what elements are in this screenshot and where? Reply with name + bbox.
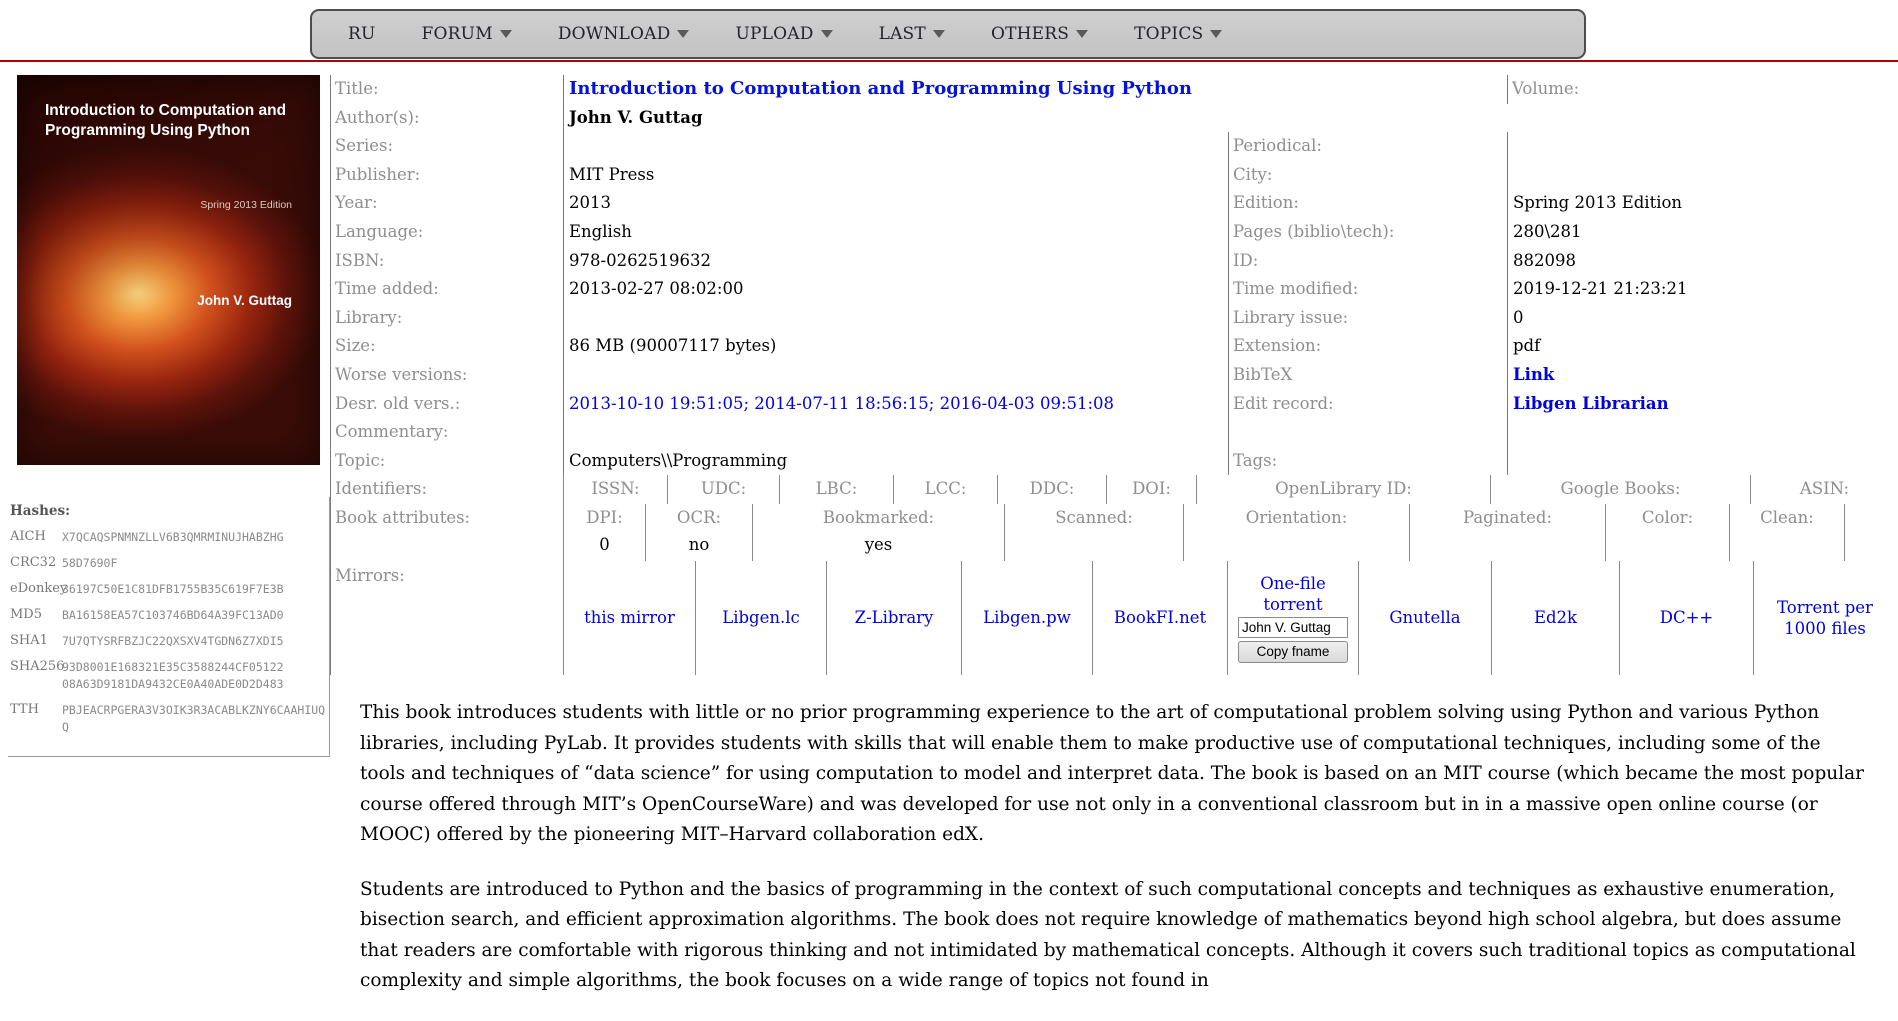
field-label — [1228, 418, 1507, 447]
book-attributes-label: Book attributes: — [330, 504, 563, 561]
field-label: Language: — [330, 218, 563, 247]
author-label: Author(s): — [330, 104, 563, 133]
nav-item-topics[interactable] — [1134, 24, 1222, 44]
field-value: English — [563, 218, 1228, 247]
field-value: 978-0262519632 — [563, 247, 1228, 276]
hash-row — [8, 529, 329, 546]
identifier-lbc-label: LBC: — [779, 475, 893, 504]
torrent-filename-input[interactable] — [1238, 617, 1348, 638]
attribute-value: 0 — [599, 534, 610, 554]
field-label: Desr. old vers.: — [330, 390, 563, 419]
description-paragraph: Students are introduced to Python and the basics of programming in the context of such computational concepts and techniques as exhaustive enumeration, bisection search, and efficient approximation algorithms. The book does not require knowledge of mathematics beyond high school algebra, but does assume that readers are comfortable with rigorous thinking and not intimidated by mathematical concepts. Although it covers such traditional topics as computational complexity and simple algorithms, the book focuses on a wide range of topics not found in — [360, 878, 1856, 991]
attribute-orientation — [1183, 504, 1409, 561]
identifier-ddc-label: DDC: — [997, 475, 1106, 504]
description-paragraph: This book introduces students with little or no prior programming experience to the art of computational problem solving using Python and various Python libraries, including PyLab. It provides students with skills that will enable them to make productive use of computational techniques, including some of the tools and techniques of “data science” for using computation to model and interpret data. The book is based on an MIT course (which became the most popular course offered through MIT’s OpenCourseWare) and was developed for use not only in a conventional classroom but in in a massive open online course (or MOOC) offered by the pioneering MIT–Harvard collaboration edX. — [360, 702, 1864, 845]
author-value: John V. Guttag — [563, 104, 1898, 133]
field-label: Topic: — [330, 447, 563, 476]
cover-title: Introduction to Computation and Programming Using Python — [45, 102, 287, 139]
hash-name: AICH — [10, 529, 46, 544]
attribute-label: Scanned: — [1055, 507, 1133, 527]
chevron-down-icon — [1076, 30, 1088, 38]
field-value: pdf — [1507, 332, 1898, 361]
field-label: City: — [1228, 161, 1507, 190]
book-cover-image — [17, 75, 320, 465]
field-label: Year: — [330, 189, 563, 218]
info-row-publisher — [330, 161, 1898, 190]
hash-name: CRC32 — [10, 555, 57, 570]
mirror-link-this-mirror[interactable]: this mirror — [584, 608, 675, 628]
identifiers-label: Identifiers: — [330, 475, 563, 504]
top-navbar — [310, 9, 1586, 59]
field-value: 280\281 — [1507, 218, 1898, 247]
field-label: Extension: — [1228, 332, 1507, 361]
author-row — [330, 104, 1898, 133]
edit-record-link[interactable]: Libgen Librarian — [1513, 393, 1669, 413]
field-value — [1507, 132, 1898, 161]
field-value: 86 MB (90007117 bytes) — [563, 332, 1228, 361]
field-value — [563, 418, 1228, 447]
title-label: Title: — [330, 75, 563, 104]
identifier-lcc-label: LCC: — [893, 475, 997, 504]
field-value — [1507, 447, 1898, 476]
identifier-udc-label: UDC: — [667, 475, 779, 504]
info-row-series — [330, 132, 1898, 161]
hash-row — [8, 633, 329, 650]
mirror-link-ed2k[interactable]: Ed2k — [1533, 608, 1578, 628]
info-row-topic — [330, 447, 1898, 476]
field-label: Edition: — [1228, 189, 1507, 218]
one-file-torrent-link[interactable]: One-file torrent — [1260, 573, 1326, 614]
nav-label: TOPICS — [1134, 24, 1204, 44]
field-label: Publisher: — [330, 161, 563, 190]
hash-value: PBJEACRPGERA3V3OIK3R3ACABLKZNY6CAAHIUQQ — [62, 703, 326, 734]
attribute-value: no — [688, 534, 710, 554]
chevron-down-icon — [1210, 30, 1222, 38]
mirror-link-z-library[interactable]: Z-Library — [854, 608, 934, 628]
torrent-cell — [1227, 561, 1358, 675]
mirrors-row — [330, 561, 1898, 675]
mirrors-label: Mirrors: — [330, 561, 563, 675]
nav-item-upload[interactable] — [735, 24, 832, 44]
field-label: Worse versions: — [330, 361, 563, 390]
info-row-old-versions — [330, 390, 1898, 419]
attribute-paginated — [1409, 504, 1605, 561]
chevron-down-icon — [677, 30, 689, 38]
nav-label: DOWNLOAD — [557, 24, 671, 44]
info-row-worse-versions — [330, 361, 1898, 390]
field-value — [563, 361, 1228, 390]
attribute-label: DPI: — [586, 507, 623, 527]
identifier-issn-label: ISSN: — [563, 475, 667, 504]
field-label: Periodical: — [1228, 132, 1507, 161]
field-label: Library issue: — [1228, 304, 1507, 333]
attribute-spacer — [1844, 504, 1898, 561]
hash-row — [8, 659, 329, 693]
field-value — [563, 304, 1228, 333]
cover-author: John V. Guttag — [197, 293, 292, 308]
identifier-asin-label: ASIN: — [1750, 475, 1898, 504]
field-label: Time modified: — [1228, 275, 1507, 304]
field-value — [1507, 161, 1898, 190]
bibtex-link[interactable]: Link — [1513, 364, 1555, 384]
info-row-time — [330, 275, 1898, 304]
hash-row — [8, 555, 329, 572]
chevron-down-icon — [500, 30, 512, 38]
book-title-link[interactable]: Introduction to Computation and Programming Using Python — [569, 78, 1192, 99]
chevron-down-icon — [933, 30, 945, 38]
info-row-language — [330, 218, 1898, 247]
attribute-label: Bookmarked: — [822, 507, 935, 527]
hash-name: MD5 — [10, 607, 43, 622]
nav-item-ru[interactable] — [348, 24, 376, 44]
nav-item-others[interactable] — [991, 24, 1088, 44]
attribute-label: Paginated: — [1462, 507, 1553, 527]
field-label: Edit record: — [1228, 390, 1507, 419]
hash-name: SHA1 — [10, 633, 48, 648]
nav-label: FORUM — [421, 24, 493, 44]
attribute-label: Orientation: — [1245, 507, 1348, 527]
hash-name: TTH — [10, 702, 39, 717]
attribute-label: Color: — [1641, 507, 1694, 527]
hash-value: 7U7QTYSRFBZJC22QXSXV4TGDN6Z7XDI5 — [62, 634, 284, 648]
hash-value: X7QCAQSPNMNZLLV6B3QMRMINUJHABZHG — [62, 530, 284, 544]
attribute-bookmarked — [752, 504, 1004, 561]
hashes-panel — [8, 497, 330, 757]
hashes-heading: Hashes: — [10, 503, 71, 519]
nav-label: LAST — [878, 24, 926, 44]
identifier-doi-label: DOI: — [1106, 475, 1196, 504]
nav-label: RU — [348, 24, 376, 44]
info-row-year — [330, 189, 1898, 218]
nav-label: UPLOAD — [735, 24, 814, 44]
chevron-down-icon — [821, 30, 833, 38]
field-label: BibTeX — [1228, 361, 1507, 390]
hash-row — [8, 581, 329, 598]
mirror-link-dcpp[interactable]: DC++ — [1659, 608, 1714, 628]
field-value: 0 — [1507, 304, 1898, 333]
old-versions-links[interactable]: 2013-10-10 19:51:05; 2014-07-11 18:56:15; 2016-04-03 09:51:08 — [569, 393, 1115, 413]
book-description — [360, 698, 1870, 1021]
hash-name: SHA256 — [10, 659, 65, 674]
info-row-isbn — [330, 247, 1898, 276]
attribute-color — [1605, 504, 1729, 561]
mirror-link-bookfi[interactable]: BookFI.net — [1113, 608, 1207, 628]
nav-item-download[interactable] — [558, 24, 690, 44]
mirror-link-torrent-per-1000[interactable]: Torrent per 1000 files — [1777, 597, 1873, 638]
mirror-link-libgen-pw[interactable]: Libgen.pw — [983, 608, 1071, 628]
field-value: 2019-12-21 21:23:21 — [1507, 275, 1898, 304]
cover-edition: Spring 2013 Edition — [200, 199, 292, 211]
field-label: Commentary: — [330, 418, 563, 447]
attribute-scanned — [1004, 504, 1183, 561]
book-info-table — [330, 75, 1898, 675]
attribute-label: Clean: — [1760, 507, 1814, 527]
identifiers-row — [330, 475, 1898, 504]
field-label: Time added: — [330, 275, 563, 304]
attribute-clean — [1729, 504, 1844, 561]
hash-value: BA16158EA57C103746BD64A39FC13AD0 — [62, 608, 284, 622]
red-divider — [0, 60, 1898, 62]
nav-item-forum[interactable] — [422, 24, 512, 44]
field-label: Pages (biblio\tech): — [1228, 218, 1507, 247]
hash-value: 93D8001E168321E35C3588244CF05122 08A63D9181DA9432CE0A40ADE0D2D483 — [62, 660, 284, 691]
attribute-label: OCR: — [676, 507, 722, 527]
info-row-library — [330, 304, 1898, 333]
field-value: Computers\\Programming — [563, 447, 1228, 476]
hash-value: 36197C50E1C81DFB1755B35C619F7E3B — [62, 582, 284, 596]
hash-name: eDonkey — [10, 581, 68, 596]
info-row-size — [330, 332, 1898, 361]
field-value: 882098 — [1507, 247, 1898, 276]
field-value: Spring 2013 Edition — [1507, 189, 1898, 218]
nav-item-last[interactable] — [879, 24, 945, 44]
field-label: Size: — [330, 332, 563, 361]
field-label: Library: — [330, 304, 563, 333]
field-value — [563, 132, 1228, 161]
field-label: ID: — [1228, 247, 1507, 276]
hash-row — [8, 607, 329, 624]
field-value: MIT Press — [563, 161, 1228, 190]
volume-label: Volume: — [1507, 75, 1898, 104]
field-label: ISBN: — [330, 247, 563, 276]
field-label: Series: — [330, 132, 563, 161]
hash-value: 58D7690F — [62, 556, 118, 570]
identifier-googlebooks-label: Google Books: — [1490, 475, 1750, 504]
mirror-link-gnutella[interactable]: Gnutella — [1389, 608, 1461, 628]
identifier-openlibrary-label: OpenLibrary ID: — [1196, 475, 1490, 504]
info-row-commentary — [330, 418, 1898, 447]
title-row — [330, 75, 1898, 104]
nav-label: OTHERS — [990, 24, 1070, 44]
mirror-link-libgen-lc[interactable]: Libgen.lc — [722, 608, 800, 628]
hash-row — [8, 702, 329, 736]
field-value: 2013-02-27 08:02:00 — [563, 275, 1228, 304]
attribute-dpi — [563, 504, 645, 561]
attribute-ocr — [645, 504, 752, 561]
field-value — [1507, 418, 1898, 447]
field-value: 2013 — [563, 189, 1228, 218]
copy-fname-button[interactable]: Copy fname — [1238, 641, 1348, 663]
attribute-value: yes — [864, 534, 893, 554]
book-attributes-row — [330, 504, 1898, 561]
field-label: Tags: — [1228, 447, 1507, 476]
